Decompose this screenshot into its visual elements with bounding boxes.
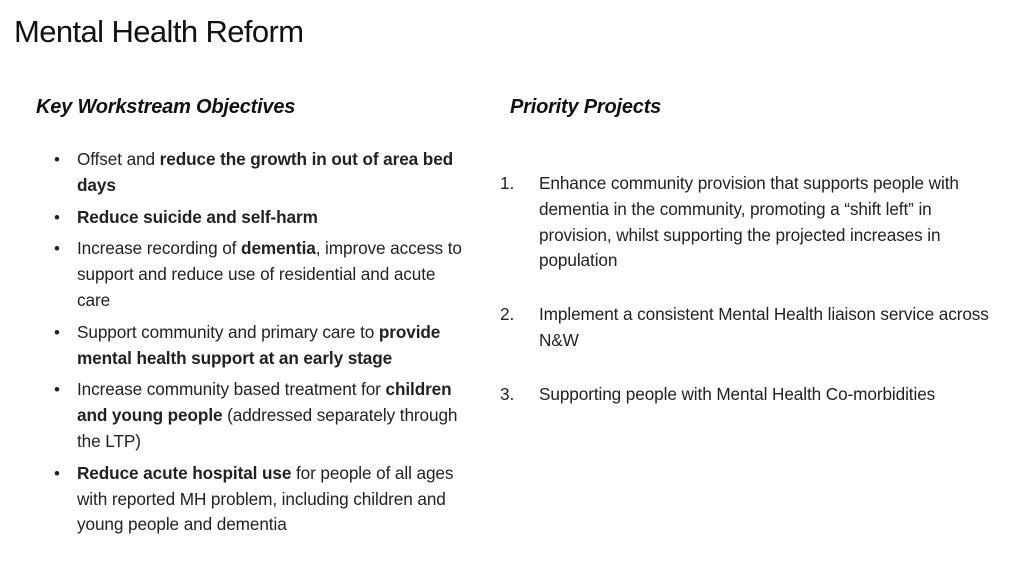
priority-project-text: Enhance community provision that supports people with dementia in the community, promoting a “shift left” in provision, whilst supporting the projected increases in population: [539, 173, 959, 271]
bullet-icon: •: [54, 380, 60, 400]
slide-title: Mental Health Reform: [14, 14, 304, 49]
priority-projects-heading: Priority Projects: [510, 96, 662, 118]
bullet-icon: •: [54, 322, 60, 342]
objective-item: • Reduce suicide and self-harm: [50, 205, 470, 231]
item-number: 1.: [500, 173, 515, 193]
objectives-list: [50, 147, 470, 544]
bullet-icon: •: [54, 207, 60, 227]
priority-projects-list: [500, 171, 1000, 408]
objectives-heading: Key Workstream Objectives: [36, 96, 296, 118]
priority-project-item: [500, 302, 1000, 354]
item-number: 2.: [500, 304, 515, 325]
objective-item: • Offset and reduce the growth in out of area bed days: [54, 149, 454, 195]
priority-project-text: Implement a consistent Mental Health liaison service across N&W: [539, 304, 989, 350]
objective-item: • Reduce acute hospital use for people of all ages with reported MH problem, including children and young people and dementia: [54, 462, 454, 535]
objective-item: • Increase recording of dementia, improve access to support and reduce use of residential and acute care: [54, 238, 462, 310]
priority-project-item: [500, 171, 1000, 274]
bullet-icon: •: [54, 150, 60, 169]
objective-item: • Support community and primary care to provide mental health support at an early stage: [54, 321, 441, 368]
objective-item: • Increase community based treatment for children and young people (addressed separately through the LTP): [54, 379, 458, 451]
bullet-icon: •: [54, 463, 60, 483]
priority-project-item: [500, 382, 1000, 408]
item-number: 3.: [500, 383, 515, 404]
bullet-icon: •: [54, 239, 60, 259]
priority-project-text: Supporting people with Mental Health Co-morbidities: [539, 383, 936, 404]
